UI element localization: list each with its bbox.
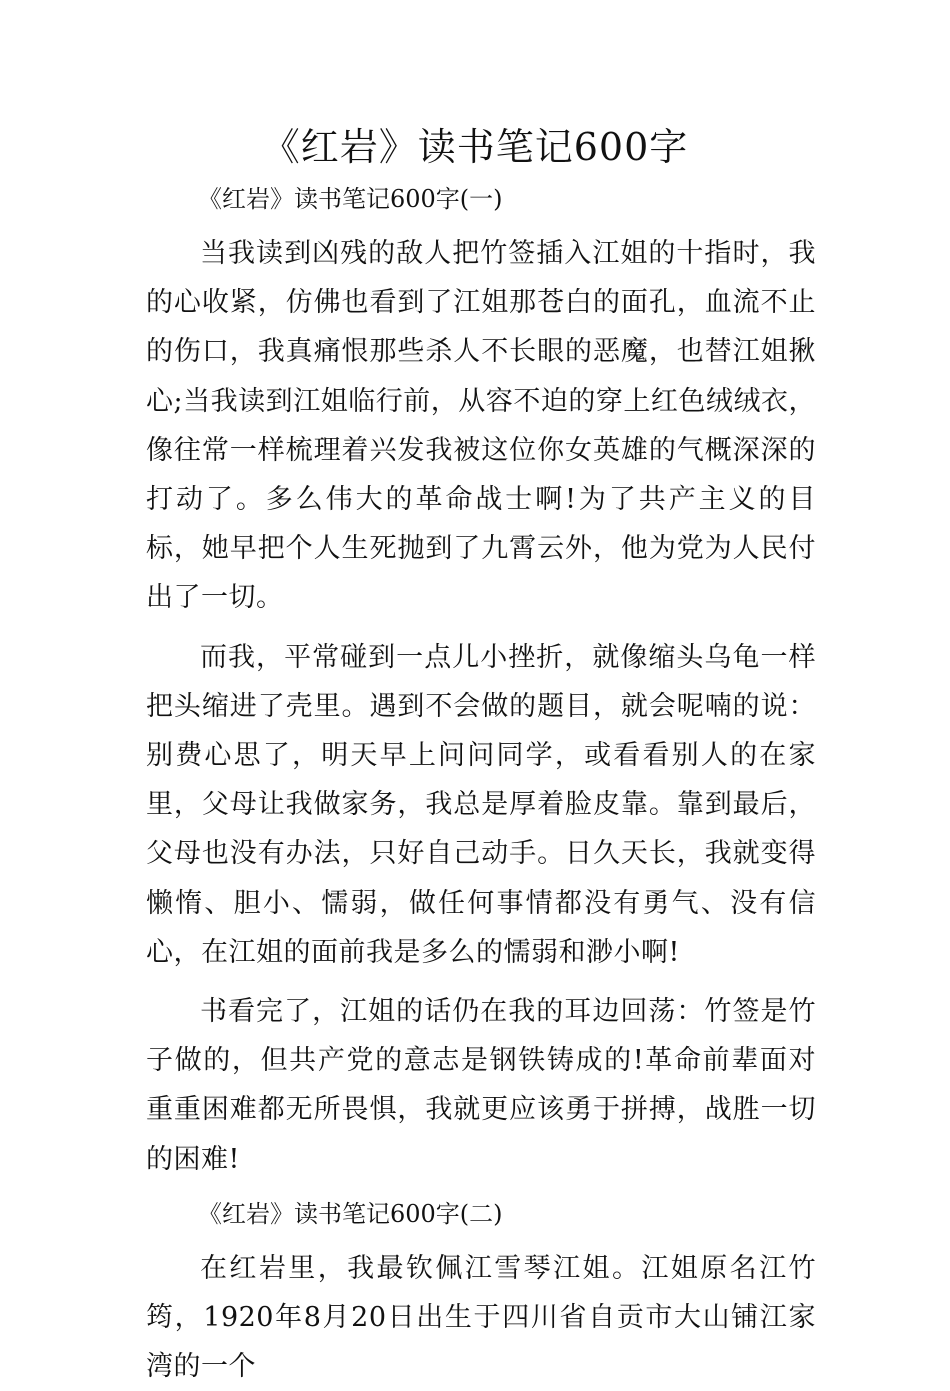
section-heading-1: 《红岩》读书笔记600字(一) <box>198 185 503 213</box>
paragraph-4: 在红岩里，我最钦佩江雪琴江姐。江姐原名江竹筠，1920年8月20日出生于四川省自贡市大山铺江家湾的一个 <box>146 1252 816 1383</box>
section-heading-2: 《红岩》读书笔记600字(二) <box>198 1199 503 1228</box>
document-body <box>146 179 816 1391</box>
paragraph-3: 书看完了，江姐的话仍在我的耳边回荡：竹签是竹子做的，但共产党的意志是钢铁铸成的!革命前辈面对重重困难都无所畏惧，我就更应该勇于拼搏，战胜一切的困难! <box>146 996 816 1175</box>
document-title: 《红岩》读书笔记600字 <box>261 125 689 169</box>
paragraph-1: 当我读到凶残的敌人把竹签插入江姐的十指时，我的心收紧，仿佛也看到了江姐那苍白的面孔，血流不止的伤口，我真痛恨那些杀人不长眼的恶魔，也替江姐揪心;当我读到江姐临行前，从容不迫的穿上红色绒绒衣，像往常一样梳理着兴发我被这位你女英雄的气概深深的打动了。多么伟大的革命战士啊!为了共产主义的目标，她早把个人生死抛到了九霄云外，他为党为人民付出了一切。 <box>146 238 816 614</box>
paragraph-2: 而我，平常碰到一点儿小挫折，就像缩头乌龟一样把头缩进了壳里。遇到不会做的题目，就会呢喃的说：别费心思了，明天早上问问同学，或看看别人的在家里，父母让我做家务，我总是厚着脸皮靠。靠到最后，父母也没有办法，只好自己动手。日久天长，我就变得懒惰、胆小、懦弱，做任何事情都没有勇气、没有信心，在江姐的面前我是多么的懦弱和渺小啊! <box>146 641 816 968</box>
